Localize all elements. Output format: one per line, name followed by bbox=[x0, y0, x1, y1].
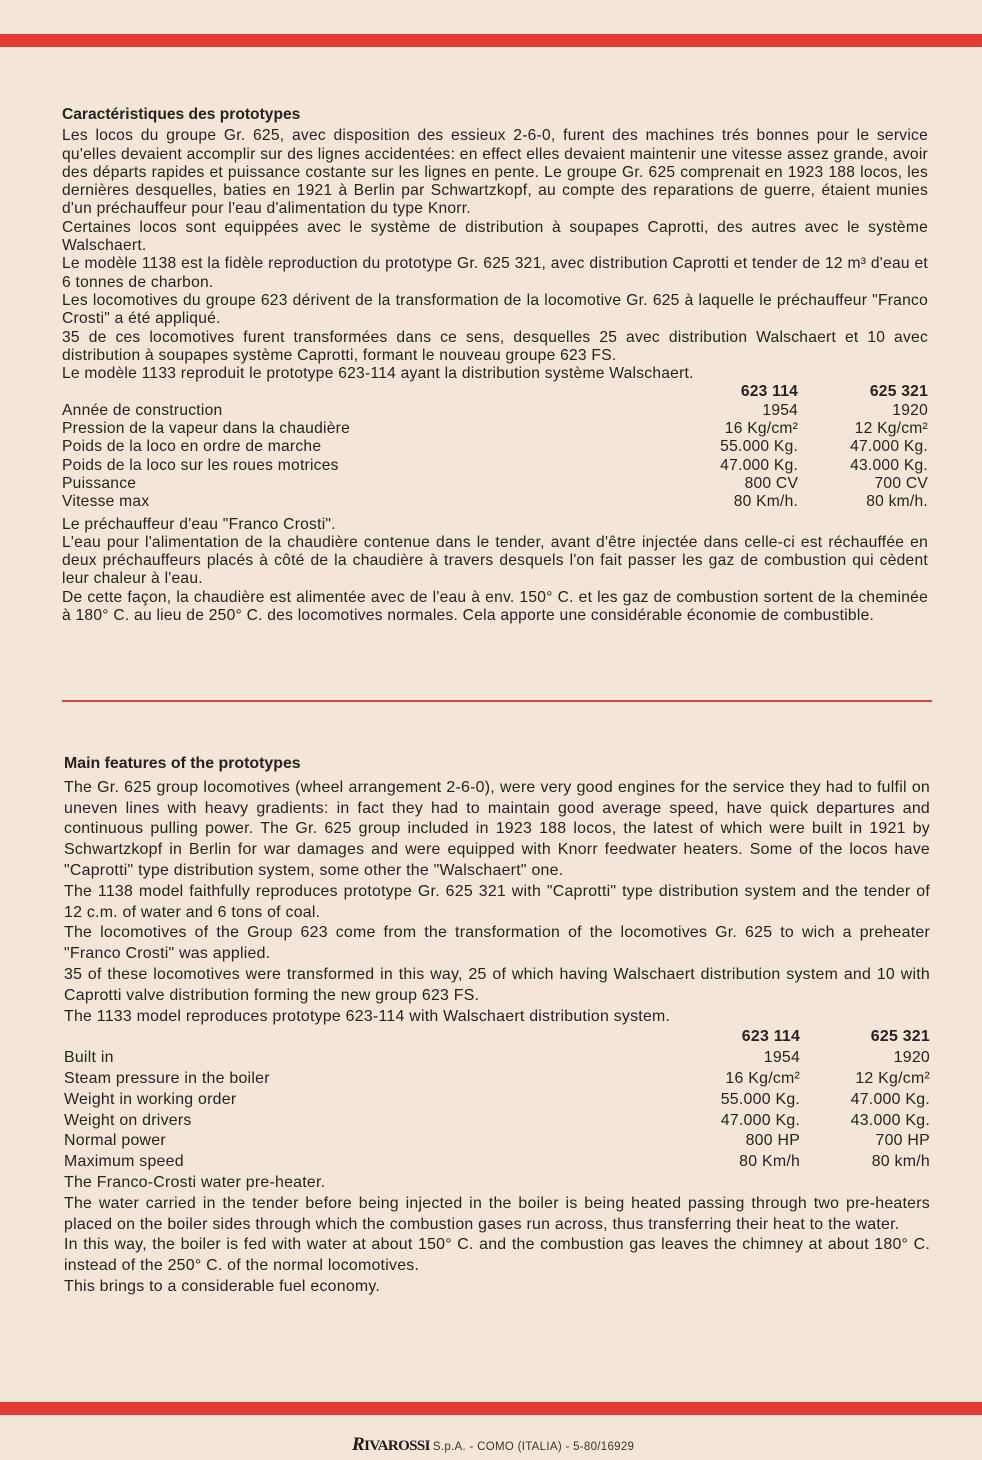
spec-row bbox=[62, 493, 928, 511]
spec-row bbox=[64, 1069, 930, 1090]
spec-value-623-114: 55.000 Kg. bbox=[720, 1090, 801, 1108]
spec-row bbox=[62, 475, 928, 493]
english-paragraph: The 1138 model faithfully reproduces prototype Gr. 625 321 with "Caprotti" type distribution system and the tender of 12 c.m. of water and 6 tons of coal. bbox=[64, 882, 930, 921]
french-paragraph: Le modèle 1133 reproduit le prototype 623-114 ayant la distribution système Walschaert. bbox=[62, 365, 694, 383]
spec-row bbox=[64, 1111, 930, 1132]
spec-value-623-114: 80 Km/h bbox=[739, 1153, 801, 1171]
english-paragraph: In this way, the boiler is fed with water at about 150° C. and the combustion gas leaves the chimney at about 180° C. instead of the 250° C. of the normal locomotives. bbox=[64, 1236, 930, 1275]
spec-row bbox=[64, 1090, 930, 1111]
spec-row bbox=[64, 1152, 930, 1173]
french-paragraph: Le préchauffeur d'eau "Franco Crosti". bbox=[62, 515, 336, 533]
french-paragraph: Le modèle 1138 est la fidèle reproduction du prototype Gr. 625 321, avec distribution Caprotti et tender de 12 m³ d'eau et 6 tonnes de charbon. bbox=[62, 255, 928, 291]
column-header-625-321: 625 321 bbox=[870, 1028, 930, 1046]
english-spec-table bbox=[64, 1027, 930, 1173]
spec-label: Built in bbox=[64, 1049, 114, 1067]
spec-value-625-321: 1920 bbox=[892, 401, 928, 419]
spec-value-625-321: 80 km/h. bbox=[866, 493, 928, 511]
column-header-625-321: 625 321 bbox=[869, 383, 928, 401]
publisher-footer bbox=[352, 1434, 634, 1454]
spec-label: Steam pressure in the boiler bbox=[64, 1069, 270, 1087]
spec-value-623-114: 800 HP bbox=[745, 1132, 801, 1150]
spec-label: Année de construction bbox=[62, 401, 223, 419]
rivarossi-logo: RIVAROSSI bbox=[352, 1434, 430, 1455]
french-paragraph: De cette façon, la chaudière est alimentée avec de l'eau à env. 150° C. et les gaz de combustion sortent de la cheminée à 180° C. au lieu de 250° C. des locomotives normales. Cela apporte une considérable économie de combustible. bbox=[62, 588, 928, 625]
spec-value-623-114: 47.000 Kg. bbox=[720, 456, 799, 474]
company-imprint: S.p.A. - COMO (ITALIA) - 5-80/16929 bbox=[432, 1441, 635, 1453]
french-section bbox=[62, 106, 928, 625]
spec-label: Vitesse max bbox=[62, 493, 150, 511]
spec-row bbox=[62, 457, 928, 475]
french-paragraph: 35 de ces locomotives furent transformées dans ce sens, desquelles 25 avec distribution Walschaert et 10 avec distribution à soupapes système Caprotti, formant le nouveau groupe 623 FS. bbox=[62, 328, 928, 364]
spec-value-623-114: 800 CV bbox=[744, 474, 799, 492]
spec-table-header bbox=[64, 1027, 930, 1048]
spec-value-623-114: 16 Kg/cm² bbox=[724, 420, 799, 438]
spec-label: Normal power bbox=[64, 1132, 166, 1150]
english-paragraph: The 1133 model reproduces prototype 623-114 with Walschaert distribution system. bbox=[64, 1007, 671, 1025]
spec-table-header bbox=[62, 383, 928, 401]
spec-value-623-114: 80 Km/h. bbox=[733, 493, 799, 511]
english-section bbox=[64, 754, 930, 1298]
column-header-623-114: 623 114 bbox=[741, 1028, 801, 1046]
english-title: Main features of the prototypes bbox=[64, 755, 301, 772]
spec-row bbox=[62, 420, 928, 438]
french-title: Caractéristiques des prototypes bbox=[62, 106, 301, 123]
spec-row bbox=[64, 1048, 930, 1069]
spec-value-625-321: 1920 bbox=[893, 1049, 930, 1067]
top-red-band bbox=[0, 34, 982, 47]
spec-label: Puissance bbox=[62, 474, 137, 492]
spec-row bbox=[64, 1131, 930, 1152]
french-paragraph: L'eau pour l'alimentation de la chaudière contenue dans le tender, avant d'être injectée dans celle-ci est réchauffée en deux préchauffeurs placés à côté de la chaudière à travers desquels l'on fait passer les gaz de combustion qui cèdent leur chaleur à l'eau. bbox=[62, 533, 928, 588]
english-paragraph: The Franco-Crosti water pre-heater. bbox=[64, 1173, 326, 1191]
bottom-red-band bbox=[0, 1402, 982, 1415]
french-spec-table bbox=[62, 383, 928, 511]
spec-value-623-114: 1954 bbox=[763, 1049, 801, 1067]
spec-value-625-321: 700 CV bbox=[874, 474, 928, 492]
spec-value-625-321: 12 Kg/cm² bbox=[855, 1069, 930, 1087]
french-paragraph: Certaines locos sont equippées avec le système de distribution à soupapes Caprotti, des autres avec le système Walschaert. bbox=[62, 218, 928, 255]
spec-value-625-321: 80 km/h bbox=[871, 1153, 930, 1171]
french-paragraph: Les locomotives du groupe 623 dérivent de la transformation de la locomotive Gr. 625 à laquelle le préchauffeur "Franco Crosti" a été appliqué. bbox=[62, 291, 928, 328]
column-header-623-114: 623 114 bbox=[740, 383, 799, 401]
spec-value-625-321: 47.000 Kg. bbox=[850, 438, 928, 456]
spec-value-625-321: 12 Kg/cm² bbox=[854, 420, 928, 438]
spec-value-625-321: 43.000 Kg. bbox=[850, 456, 928, 474]
section-divider bbox=[62, 700, 932, 702]
spec-value-625-321: 43.000 Kg. bbox=[850, 1111, 930, 1129]
spec-label: Pression de la vapeur dans la chaudière bbox=[62, 420, 351, 438]
spec-label: Weight in working order bbox=[64, 1090, 237, 1108]
english-paragraph: The water carried in the tender before being injected in the boiler is being heated passing through two pre-heaters placed on the boiler sides through which the combustion gases run across, thus transferring their heat to the water. bbox=[64, 1194, 930, 1233]
spec-value-623-114: 55.000 Kg. bbox=[720, 438, 799, 456]
spec-row bbox=[62, 402, 928, 420]
spec-label: Maximum speed bbox=[64, 1153, 184, 1171]
english-paragraph: The Gr. 625 group locomotives (wheel arrangement 2-6-0), were very good engines for the service they had to fulfil on uneven lines with heavy gradients: in fact they had to maintain good average speed, have quick departures and continuous pulling power. The Gr. 625 group included in 1923 188 locos, the latest of which were built in 1921 by Schwartzkopf in Berlin for war damages and were equipped with Knorr feedwater heaters. Some of the locos have "Caprotti" type distribution system, some other the "Walschaert" one. bbox=[64, 778, 930, 879]
english-paragraph: The locomotives of the Group 623 come from the transformation of the locomotives Gr. 625 to wich a preheater "Franco Crosti" was applied. bbox=[64, 924, 930, 963]
spec-value-625-321: 47.000 Kg. bbox=[850, 1090, 930, 1108]
spec-value-625-321: 700 HP bbox=[875, 1132, 930, 1150]
spec-row bbox=[62, 438, 928, 456]
english-paragraph: 35 of these locomotives were transformed in this way, 25 of which having Walschaert distribution system and 10 with Caprotti valve distribution forming the new group 623 FS. bbox=[64, 965, 930, 1004]
spec-value-623-114: 47.000 Kg. bbox=[720, 1111, 801, 1129]
spec-label: Weight on drivers bbox=[64, 1111, 192, 1129]
spec-label: Poids de la loco en ordre de marche bbox=[62, 438, 322, 456]
spec-value-623-114: 16 Kg/cm² bbox=[725, 1069, 801, 1087]
spec-value-623-114: 1954 bbox=[762, 401, 799, 419]
english-paragraph: This brings to a considerable fuel economy. bbox=[64, 1277, 381, 1295]
french-paragraph: Les locos du groupe Gr. 625, avec disposition des essieux 2-6-0, furent des machines trés bonnes pour le service qu'elles devaient accomplir sur des lignes accidentées: en effect elles devaient maintenir une vitesse assez grande, avoir des départs rapides et puissance costante sur les lignes en pente. Le groupe Gr. 625 comprenait en 1923 188 locos, les dernières desquelles, baties en 1921 à Berlin par Schwartzkopf, au compte des reparations de guerre, étaient munies d'un préchauffeur pour l'eau d'alimentation du type Knorr. bbox=[62, 127, 928, 218]
spec-label: Poids de la loco sur les roues motrices bbox=[62, 456, 339, 474]
